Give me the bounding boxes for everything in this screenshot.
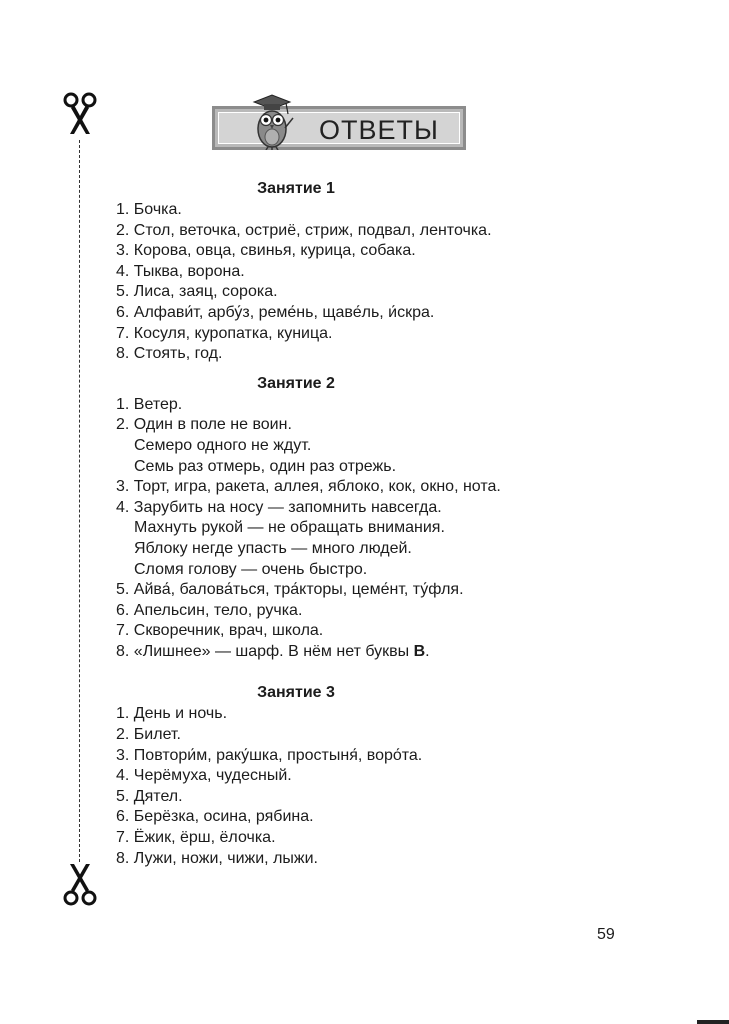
list-item: 3. Корова, овца, свинья, курица, собака. <box>116 242 416 260</box>
list-item: 8. Лужи, ножи, чижи, лыжи. <box>116 849 318 867</box>
list-item: 6. Апельсин, тело, ручка. <box>116 601 303 619</box>
list-item: 2. Билет. <box>116 726 181 744</box>
list-item: 7. Косуля, куропатка, куница. <box>116 324 333 342</box>
crop-mark <box>697 1020 729 1024</box>
scissors-icon <box>62 862 98 906</box>
list-item-text: 8. «Лишнее» — шарф. В нём нет буквы <box>116 642 414 660</box>
list-item: 8. Стоять, год. <box>116 345 223 363</box>
list-item: 4. Черёмуха, чудесный. <box>116 767 292 785</box>
list-item: 7. Ёжик, ёрш, ёлочка. <box>116 829 276 847</box>
list-item: 5. Дятел. <box>116 787 183 805</box>
list-item: 4. Зарубить на носу — запомнить навсегда. <box>116 498 442 516</box>
list-item: Яблоку негде упасть — много людей. <box>134 539 412 557</box>
list-item: 1. Бочка. <box>116 201 182 218</box>
bold-letter: В <box>413 642 426 660</box>
list-item: 7. Скворечник, врач, школа. <box>116 622 324 640</box>
list-item: Семеро одного не ждут. <box>134 436 312 454</box>
section-title: Занятие 1 <box>257 180 335 197</box>
list-item: 5. Айва́, балова́ться, тра́кторы, цеме́нт, ту́фля. <box>116 581 464 599</box>
list-item: 2. Стол, веточка, остриё, стриж, подвал, ленточка. <box>116 221 492 239</box>
section-title: Занятие 2 <box>257 374 335 392</box>
list-item: 2. Один в поле не воин. <box>116 416 292 434</box>
list-item: 6. Алфави́т, арбу́з, реме́нь, щаве́ль, и́скра. <box>116 303 435 321</box>
owl-icon <box>246 92 294 150</box>
list-item: 1. Ветер. <box>116 395 183 413</box>
cut-line <box>79 140 80 862</box>
list-item: 1. День и ночь. <box>116 705 228 723</box>
list-item: Махнуть рукой — не обращать внимания. <box>134 519 445 537</box>
list-item: 4. Тыква, ворона. <box>116 262 245 280</box>
list-item: 3. Торт, игра, ракета, аллея, яблоко, кок, окно, нота. <box>116 478 501 496</box>
answers-content <box>116 178 636 869</box>
scissors-icon <box>62 92 98 136</box>
list-item: Семь раз отмерь, один раз отрежь. <box>134 457 397 475</box>
page-title: ОТВЕТЫ <box>319 115 439 145</box>
section-title: Занятие 3 <box>257 684 335 702</box>
list-item: 3. Повтори́м, раку́шка, простыня́, воро́та. <box>116 746 423 764</box>
page-number: 59 <box>597 926 615 943</box>
list-item: 6. Берёзка, осина, рябина. <box>116 808 314 826</box>
list-item <box>116 642 636 663</box>
list-item: 5. Лиса, заяц, сорока. <box>116 283 278 301</box>
list-item-period: . <box>425 642 430 660</box>
list-item: Сломя голову — очень быстро. <box>134 560 368 578</box>
